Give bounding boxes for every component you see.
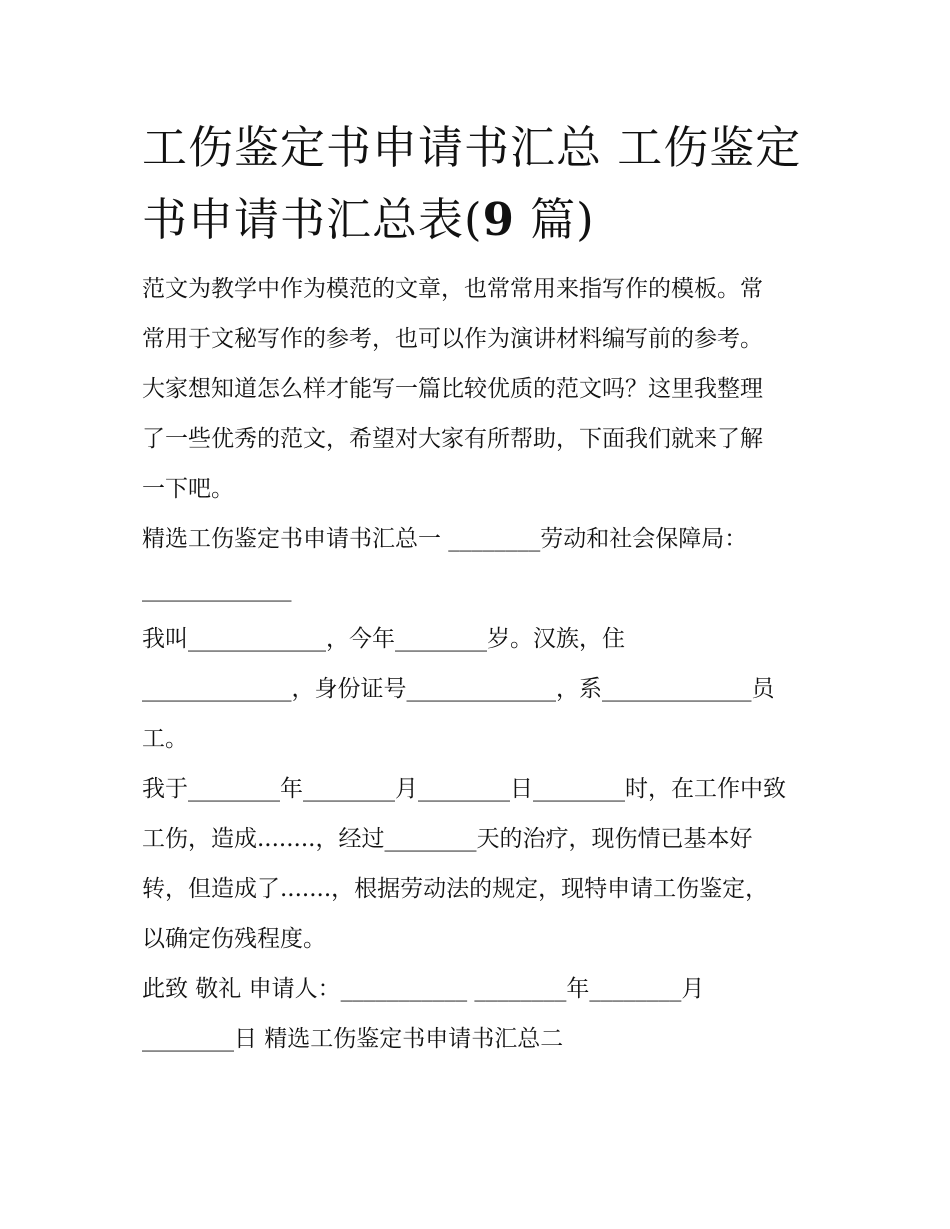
body-line-9: _____________，身份证号_____________，系_____________员	[142, 676, 775, 702]
title-text-part-2: 篇)	[514, 193, 595, 246]
body-line-14: 以确定伤残程度。	[142, 926, 326, 952]
document-body	[142, 264, 822, 1064]
title-text-part-1: 工伤鉴定书申请书汇总 工伤鉴定书申请书汇总表(	[142, 121, 802, 246]
body-line-5: 一下吧。	[142, 476, 234, 502]
body-line-16: ________日 精选工伤鉴定书申请书汇总二	[142, 1026, 564, 1052]
body-line-8: 我叫____________，今年________岁。汉族，住	[142, 626, 625, 652]
title-number: 9	[482, 193, 515, 246]
body-line-15: 此致 敬礼 申请人：___________ ________年________月	[142, 976, 705, 1002]
body-line-1: 范文为教学中作为模范的文章，也常常用来指写作的模板。常	[142, 276, 763, 302]
body-line-10: 工。	[142, 726, 188, 752]
body-line-6: 精选工伤鉴定书申请书汇总一 ________劳动和社会保障局：	[142, 526, 748, 552]
body-line-2: 常用于文秘写作的参考，也可以作为演讲材料编写前的参考。	[142, 326, 763, 352]
body-line-13: 转，但造成了.......，根据劳动法的规定，现特申请工伤鉴定，	[142, 876, 769, 902]
body-line-3: 大家想知道怎么样才能写一篇比较优质的范文吗？这里我整理	[142, 376, 763, 402]
body-line-12: 工伤，造成........，经过________天的治疗，现伤情已基本好	[142, 826, 753, 852]
document-title	[142, 112, 822, 256]
body-line-7: _____________	[142, 576, 292, 602]
body-line-11: 我于________年________月________日________时，在工作中致	[142, 776, 786, 802]
document-page	[142, 112, 822, 1064]
body-line-4: 了一些优秀的范文，希望对大家有所帮助，下面我们就来了解	[142, 426, 763, 452]
